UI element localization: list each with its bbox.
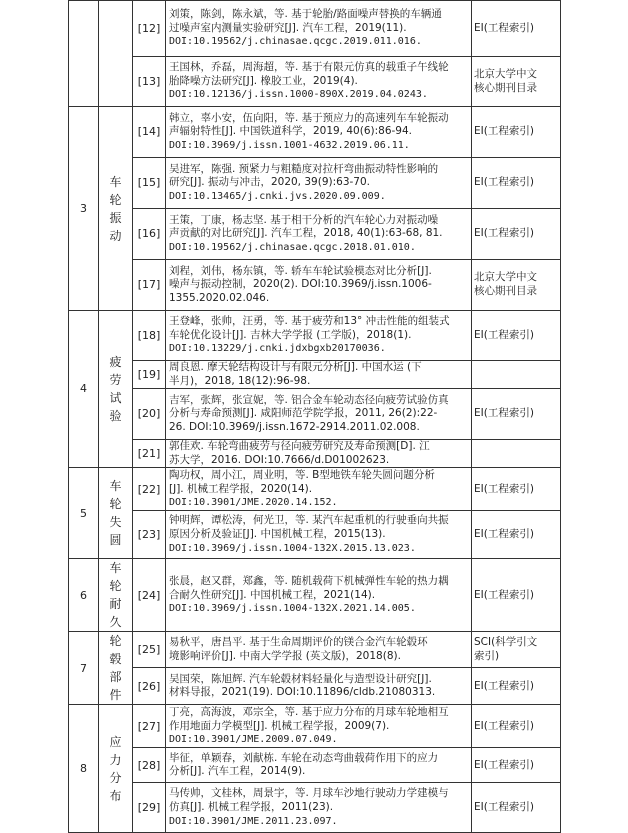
citation-line: 钟明辉，谭松涛，何光卫，等. 某汽车起重机的行驶垂向共振 xyxy=(169,514,449,527)
topic-char: 件 xyxy=(109,688,122,703)
reference-number: [19] xyxy=(133,361,166,389)
group-number-text: 5 xyxy=(80,506,87,520)
index-category xyxy=(472,57,561,107)
citation-text xyxy=(166,440,472,468)
reference-number: [18] xyxy=(133,311,166,361)
citation-text xyxy=(166,260,472,311)
index-category xyxy=(472,511,561,559)
index-line: EI(工程索引) xyxy=(474,176,534,189)
citation-line: 仿真[J]. 机械工程学报，2011(23). xyxy=(169,801,334,814)
index-line: 索引) xyxy=(474,649,500,662)
citation-line: DOI:10.3901/JME.2020.14.152. xyxy=(169,497,338,509)
index-line: 核心期刊目录 xyxy=(474,81,537,94)
index-category xyxy=(472,632,561,668)
table-row xyxy=(69,389,561,440)
index-category xyxy=(472,389,561,440)
index-category xyxy=(472,668,561,705)
index-category xyxy=(472,107,561,158)
topic-char: 轮 xyxy=(109,634,122,649)
group-topic xyxy=(99,107,133,311)
citation-line: 吴进军，陈强. 预紧力与粗糙度对拉杆弯曲振动特性影响的 xyxy=(169,162,439,175)
topic-char: 布 xyxy=(109,788,122,803)
reference-number: [16] xyxy=(133,209,166,260)
citation-line: 马传帅，文桂林，周景宇，等. 月球车沙地行驶动力学建模与 xyxy=(169,787,449,800)
topic-char: 毂 xyxy=(109,652,122,667)
citation-line: 吴国荣，陈旭辉. 汽车轮毂材料轻量化与造型设计研究[J]. xyxy=(169,672,432,685)
citation-line: 周良恩. 摩天轮结构设计与有限元分析[J]. 中国水运 (下 xyxy=(169,361,422,373)
index-line: EI(工程索引) xyxy=(474,125,534,138)
citation-line: 作用地面力学模型[J]. 机械工程学报，2009(7). xyxy=(169,719,390,732)
group-topic xyxy=(99,705,133,833)
topic-char: 力 xyxy=(109,752,122,767)
index-category xyxy=(472,361,561,389)
citation-line: DOI:10.3901/JME.2011.23.097. xyxy=(169,815,338,827)
topic-char: 疲 xyxy=(109,355,122,370)
group-number-text: 7 xyxy=(80,661,87,675)
reference-number: [21] xyxy=(133,440,166,468)
citation-line: 材料导报，2021(19). DOI:10.11896/cldb.21080313. xyxy=(169,686,436,699)
reference-number: [25] xyxy=(133,632,166,668)
topic-char: 车 xyxy=(109,561,122,576)
table-row xyxy=(69,468,561,511)
citation-line: DOI:10.3901/JME.2009.07.049. xyxy=(169,734,338,746)
index-line: EI(工程索引) xyxy=(474,482,534,495)
reference-number: [27] xyxy=(133,705,166,748)
citation-line: DOI:10.3969/j.issn.1004-132X.2015.13.023. xyxy=(169,542,416,554)
reference-table-sheet xyxy=(68,0,560,833)
index-line: EI(工程索引) xyxy=(474,407,534,420)
topic-char: 应 xyxy=(109,734,122,749)
index-line: EI(工程索引) xyxy=(474,328,534,341)
group-number xyxy=(69,468,99,559)
reference-number: [26] xyxy=(133,668,166,705)
table-row xyxy=(69,440,561,468)
citation-line: 声贡献的对比研究[J]. 汽车工程，2018, 40(1):63-68, 81. xyxy=(169,227,443,240)
table-row xyxy=(69,107,561,158)
index-line: EI(工程索引) xyxy=(474,528,534,541)
topic-char: 劳 xyxy=(109,373,122,388)
topic-char: 耐 xyxy=(109,597,122,612)
index-category xyxy=(472,158,561,209)
index-category xyxy=(472,783,561,833)
topic-char: 验 xyxy=(109,409,122,424)
citation-line: 王策，丁康，杨志坚. 基于相干分析的汽车轮心力对振动噪 xyxy=(169,213,439,226)
index-line: EI(工程索引) xyxy=(474,588,534,601)
reference-number: [28] xyxy=(133,748,166,783)
index-category xyxy=(472,559,561,632)
citation-line: 刘程，刘伟，杨东镇，等. 轿车车轮试验模态对比分析[J]. xyxy=(169,264,432,277)
citation-text xyxy=(166,668,472,705)
topic-char: 轮 xyxy=(109,192,122,207)
index-category xyxy=(472,705,561,748)
table-row xyxy=(69,668,561,705)
group-number-text: 6 xyxy=(80,588,87,602)
reference-number: [12] xyxy=(133,1,166,57)
citation-text xyxy=(166,632,472,668)
citation-line: DOI:10.3969/j.issn.1004-132X.2021.14.005. xyxy=(169,603,416,615)
citation-line: 噪声与振动控制，2020(2). DOI:10.3969/j.issn.1006- xyxy=(169,278,432,291)
citation-line: 张晨，赵又群，郑鑫，等. 随机载荷下机械弹性车轮的热力耦 xyxy=(169,574,449,587)
group-topic xyxy=(99,1,133,107)
citation-line: DOI:10.12136/j.issn.1000-890X.2019.04.0243. xyxy=(169,89,428,101)
index-category xyxy=(472,468,561,511)
group-number xyxy=(69,632,99,705)
citation-text xyxy=(166,107,472,158)
citation-text xyxy=(166,311,472,361)
citation-line: [J]. 机械工程学报，2020(14). xyxy=(169,482,313,495)
index-line: 北京大学中文 xyxy=(474,271,537,284)
index-category xyxy=(472,1,561,57)
reference-number: [22] xyxy=(133,468,166,511)
index-category xyxy=(472,311,561,361)
topic-char: 试 xyxy=(109,391,122,406)
group-topic xyxy=(99,559,133,632)
table-row xyxy=(69,57,561,107)
topic-char: 动 xyxy=(109,228,122,243)
group-number xyxy=(69,705,99,833)
citation-line: 过噪声室内测量实验研究[J]. 汽车工程，2019(11). xyxy=(169,21,407,34)
citation-line: 合耐久性研究[J]. 中国机械工程，2021(14). xyxy=(169,588,376,601)
topic-char: 久 xyxy=(109,615,122,630)
citation-text xyxy=(166,158,472,209)
citation-line: 苏大学，2016. DOI:10.7666/d.D01002623. xyxy=(169,453,390,466)
table-row xyxy=(69,511,561,559)
group-number-text: 4 xyxy=(80,382,87,396)
index-category xyxy=(472,748,561,783)
topic-char: 圆 xyxy=(109,533,122,548)
table-row xyxy=(69,559,561,632)
table-row xyxy=(69,1,561,57)
reference-number: [15] xyxy=(133,158,166,209)
citation-line: 韩立，辜小安，伍向阳，等. 基于预应力的高速列车车轮振动 xyxy=(169,111,449,124)
index-line: EI(工程索引) xyxy=(474,758,534,771)
group-number-text: 3 xyxy=(80,201,87,215)
topic-char: 分 xyxy=(109,770,122,785)
group-topic xyxy=(99,632,133,705)
citation-line: DOI:10.19562/j.chinasae.qcgc.2019.011.016. xyxy=(169,36,422,48)
index-line: EI(工程索引) xyxy=(474,679,534,692)
citation-line: 刘策，陈剑，陈永斌，等. 基于轮胎/路面噪声替换的车辆通 xyxy=(169,8,442,21)
group-number xyxy=(69,1,99,107)
topic-char: 振 xyxy=(109,210,122,225)
table-row xyxy=(69,705,561,748)
group-number xyxy=(69,559,99,632)
table-row xyxy=(69,783,561,833)
citation-line: 易秋平，唐昌平. 基于生命周期评价的镁合金汽车轮毂环 xyxy=(169,636,428,649)
index-line: SCI(科学引文 xyxy=(474,636,538,649)
citation-text xyxy=(166,511,472,559)
index-line: EI(工程索引) xyxy=(474,719,534,732)
citation-text xyxy=(166,389,472,440)
citation-line: 毕征，单颖春，刘献栋. 车轮在动态弯曲载荷作用下的应力 xyxy=(169,751,439,764)
citation-line: 1355.2020.02.046. xyxy=(169,291,270,304)
citation-line: 车轮优化设计[J]. 吉林大学学报 (工学版)，2018(1). xyxy=(169,328,412,341)
table-row xyxy=(69,361,561,389)
reference-number: [23] xyxy=(133,511,166,559)
citation-line: DOI:10.13465/j.cnki.jvs.2020.09.009. xyxy=(169,190,386,202)
topic-char: 轮 xyxy=(109,497,122,512)
citation-line: 王国林，乔磊，周海超，等. 基于有限元仿真的载重子午线轮 xyxy=(169,61,449,74)
topic-char: 失 xyxy=(109,515,122,530)
index-line: EI(工程索引) xyxy=(474,227,534,240)
citation-text xyxy=(166,1,472,57)
group-topic xyxy=(99,468,133,559)
citation-line: 研究[J]. 振动与冲击，2020, 39(9):63-70. xyxy=(169,176,370,189)
citation-line: 半月)，2018, 18(12):96-98. xyxy=(169,374,311,387)
citation-line: DOI:10.3969/j.issn.1001-4632.2019.06.11. xyxy=(169,139,410,151)
group-number xyxy=(69,311,99,468)
citation-line: 胎降噪方法研究[J]. 橡胶工业，2019(4). xyxy=(169,74,358,87)
index-line: EI(工程索引) xyxy=(474,801,534,814)
reference-number: [14] xyxy=(133,107,166,158)
citation-line: 王登峰，张帅，汪勇，等. 基于疲劳和13° 冲击性能的组装式 xyxy=(169,315,450,328)
topic-char: 部 xyxy=(109,670,122,685)
reference-table xyxy=(68,0,561,833)
citation-line: 声辐射特性[J]. 中国铁道科学，2019, 40(6):86-94. xyxy=(169,125,412,138)
group-number-text: 8 xyxy=(80,762,87,776)
citation-text xyxy=(166,468,472,511)
index-line: 核心期刊目录 xyxy=(474,285,537,297)
citation-line: 丁亮，高海波，邓宗全，等. 基于应力分布的月球车轮地相互 xyxy=(169,705,449,718)
index-category xyxy=(472,440,561,468)
citation-line: 分析[J]. 汽车工程，2014(9). xyxy=(169,765,306,778)
citation-line: DOI:10.13229/j.cnki.jdxbgxb20170036. xyxy=(169,343,386,355)
citation-text xyxy=(166,361,472,389)
index-category xyxy=(472,260,561,311)
citation-line: 陶功权，周小江，周业明，等. B型地铁车轮失圆问题分析 xyxy=(169,468,435,481)
citation-text xyxy=(166,705,472,748)
citation-line: 26. DOI:10.3969/j.issn.1672-2914.2011.02.008. xyxy=(169,420,420,433)
citation-line: 郭佳欢. 车轮弯曲疲劳与径向疲劳研究及寿命预测[D]. 江 xyxy=(169,440,430,453)
table-row xyxy=(69,311,561,361)
citation-text xyxy=(166,748,472,783)
citation-line: 分析与寿命预测[J]. 咸阳师范学院学报，2011, 26(2):22- xyxy=(169,407,438,420)
citation-text xyxy=(166,57,472,107)
reference-number: [20] xyxy=(133,389,166,440)
citation-text xyxy=(166,559,472,632)
group-number xyxy=(69,107,99,311)
table-row xyxy=(69,748,561,783)
table-row xyxy=(69,209,561,260)
topic-char: 车 xyxy=(109,479,122,494)
citation-text xyxy=(166,209,472,260)
citation-line: 原因分析及验证[J]. 中国机械工程，2015(13). xyxy=(169,528,386,541)
reference-number: [17] xyxy=(133,260,166,311)
citation-line: 境影响评价[J]. 中南大学学报 (英文版)，2018(8). xyxy=(169,649,401,662)
index-line: EI(工程索引) xyxy=(474,21,534,34)
index-category xyxy=(472,209,561,260)
table-row xyxy=(69,158,561,209)
topic-char: 轮 xyxy=(109,579,122,594)
table-row xyxy=(69,260,561,311)
reference-number: [29] xyxy=(133,783,166,833)
index-line: 北京大学中文 xyxy=(474,67,537,80)
reference-number: [24] xyxy=(133,559,166,632)
citation-text xyxy=(166,783,472,833)
reference-number: [13] xyxy=(133,57,166,107)
citation-line: DOI:10.19562/j.chinasae.qcgc.2018.01.010. xyxy=(169,241,416,253)
table-row xyxy=(69,632,561,668)
group-topic xyxy=(99,311,133,468)
topic-char: 车 xyxy=(109,174,122,189)
citation-line: 吉军，张辉，张宣妮，等. 铝合金车轮动态径向疲劳试验仿真 xyxy=(169,393,449,406)
